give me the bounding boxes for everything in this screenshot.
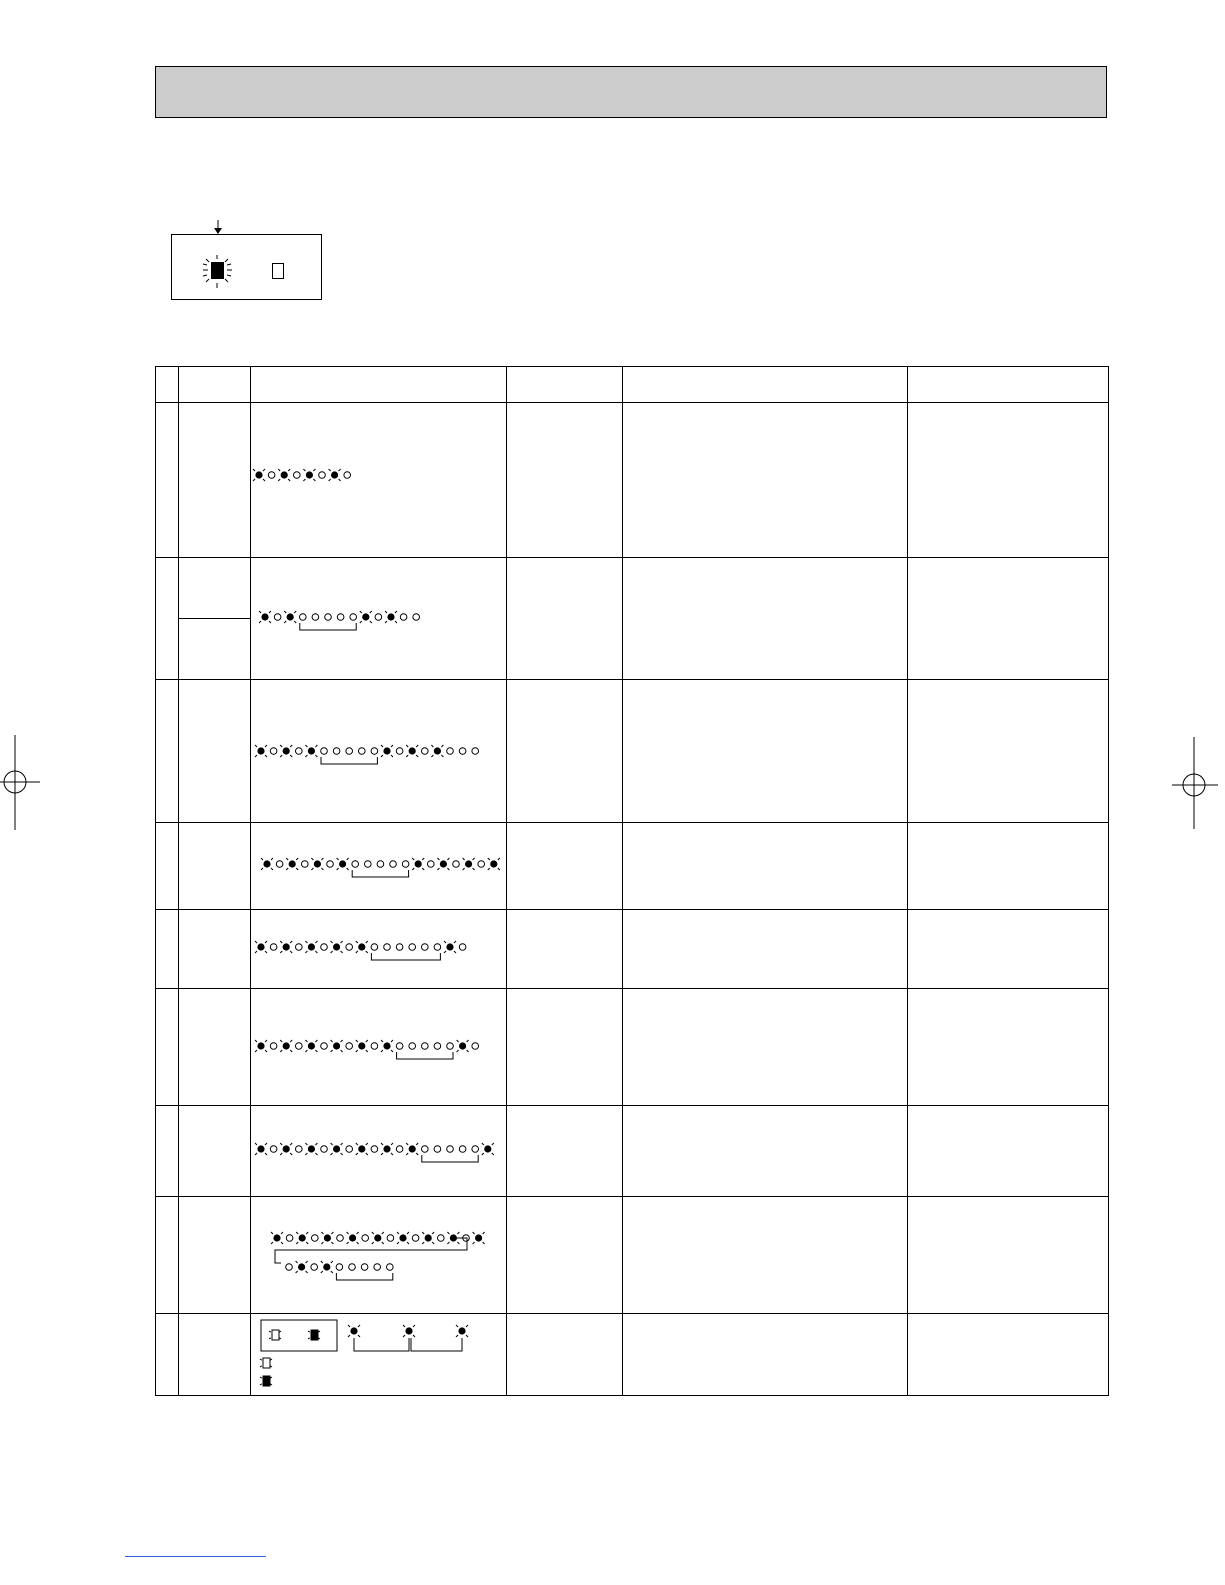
unlit-lamp-icon <box>434 944 441 951</box>
unlit-lamp-icon <box>400 614 407 621</box>
unlit-lamp-icon <box>361 1264 368 1271</box>
blinking-lamp-icon <box>280 1040 292 1052</box>
blink-pattern-cell <box>251 1314 507 1396</box>
table-cell <box>179 680 251 823</box>
error-code-table <box>155 366 1109 1396</box>
table-cell <box>179 1197 251 1314</box>
unlit-lamp-icon <box>459 944 466 951</box>
blinking-lamp-icon <box>303 469 315 481</box>
blinking-lamp-icon <box>356 1143 368 1155</box>
unlit-lamp-icon <box>268 472 275 479</box>
table-row <box>156 1197 1109 1314</box>
blinking-lamp-icon <box>431 745 443 757</box>
unlit-lamp-icon <box>409 944 416 951</box>
blink-pattern-cell <box>251 1197 507 1314</box>
blinking-lamp-icon <box>253 469 265 481</box>
blinking-lamp-icon <box>255 745 267 757</box>
blink-pattern-icon <box>251 989 507 1106</box>
blinking-lamp-icon <box>463 858 475 870</box>
unlit-lamp-icon <box>333 748 340 755</box>
blink-pattern-cell <box>251 910 507 989</box>
table-cell <box>507 1106 623 1197</box>
unlit-lamp-icon <box>319 472 326 479</box>
table-cell <box>908 989 1109 1106</box>
unlit-lamp-icon <box>447 1043 454 1050</box>
blink-pattern-icon <box>251 1106 507 1197</box>
blinking-lamp-icon <box>255 1143 267 1155</box>
table-cell <box>623 558 908 680</box>
blinking-lamp-icon <box>305 1040 317 1052</box>
blinking-lamp-icon <box>422 1232 434 1244</box>
blinking-lamp-icon <box>305 941 317 953</box>
unlit-lamp-icon <box>359 748 366 755</box>
unlit-lamp-icon <box>387 1235 394 1242</box>
crop-mark-left-icon <box>0 735 40 830</box>
table-cell <box>623 403 908 558</box>
blinking-lamp-icon <box>305 1143 317 1155</box>
unlit-lamp-icon <box>453 861 460 868</box>
unlit-lamp-icon <box>321 748 328 755</box>
table-cell <box>507 1197 623 1314</box>
blinking-lamp-icon <box>381 1040 393 1052</box>
unlit-lamp-icon <box>294 472 301 479</box>
header-cell <box>507 367 623 403</box>
table-cell <box>908 823 1109 910</box>
unlit-lamp-icon <box>413 614 420 621</box>
blinking-lamp-icon <box>271 1232 283 1244</box>
unlit-lamp-icon <box>260 1358 272 1368</box>
blinking-lamp-icon <box>347 1232 359 1244</box>
table-cell <box>623 1106 908 1197</box>
unlit-lamp-icon <box>422 944 429 951</box>
interval-bracket <box>336 1273 392 1280</box>
table-cell <box>179 403 251 558</box>
unlit-lamp-icon <box>300 614 307 621</box>
table-row <box>156 1106 1109 1197</box>
table-row <box>156 910 1109 989</box>
blinking-lamp-icon <box>286 858 298 870</box>
lit-lamp-icon <box>308 1330 320 1340</box>
unlit-lamp-icon <box>459 1146 466 1153</box>
blinking-lamp-icon <box>305 745 317 757</box>
unlit-lamp-icon <box>336 1264 343 1271</box>
unlit-lamp-icon <box>346 748 353 755</box>
blink-pattern-cell <box>251 1106 507 1197</box>
unlit-lamp-icon <box>428 861 435 868</box>
blinking-lamp-icon <box>381 745 393 757</box>
blinking-lamp-icon <box>331 941 343 953</box>
blinking-lamp-icon <box>482 1143 494 1155</box>
blinking-lamp-icon <box>321 1261 333 1273</box>
unlit-lamp-icon <box>387 1264 394 1271</box>
unlit-lamp-icon <box>337 614 344 621</box>
unlit-lamp-icon <box>438 1235 445 1242</box>
blink-pattern-cell <box>251 823 507 910</box>
unlit-lamp-icon <box>478 861 485 868</box>
unlit-lamp-icon <box>412 1235 419 1242</box>
unlit-lamp-icon <box>346 1146 353 1153</box>
unlit-lamp-icon <box>312 614 319 621</box>
unlit-lamp-icon <box>396 944 403 951</box>
unlit-lamp-icon <box>337 1235 344 1242</box>
blinking-lamp-icon <box>385 611 397 623</box>
blinking-lamp-icon <box>255 1040 267 1052</box>
unlit-lamp-icon <box>296 748 303 755</box>
table-cell <box>156 910 179 989</box>
unlit-lamp-icon <box>350 614 357 621</box>
blinking-lamp-icon <box>311 858 323 870</box>
unlit-lamp-icon <box>422 748 429 755</box>
unlit-lamp-icon <box>396 1146 403 1153</box>
unlit-lamp-icon <box>447 1146 454 1153</box>
blinking-lamp-icon <box>412 858 424 870</box>
blink-pattern-cell <box>251 989 507 1106</box>
header-cell <box>908 367 1109 403</box>
unlit-lamp-icon <box>270 1043 277 1050</box>
blinking-lamp-icon <box>397 1232 409 1244</box>
unlit-lamp-icon <box>311 1264 318 1271</box>
unlit-lamp-icon <box>434 1146 441 1153</box>
unlit-lamp-icon <box>270 748 277 755</box>
header-cell <box>251 367 507 403</box>
table-cell <box>179 1106 251 1197</box>
blinking-lamp-icon <box>280 1143 292 1155</box>
unlit-lamp-icon <box>365 861 372 868</box>
table-cell <box>507 823 623 910</box>
unlit-lamp-icon <box>472 1043 479 1050</box>
header-cell <box>156 367 179 403</box>
blink-pattern-icon <box>251 680 507 823</box>
unlit-lamp-icon <box>274 614 281 621</box>
blinking-lamp-icon <box>280 941 292 953</box>
table-cell <box>623 989 908 1106</box>
unlit-lamp-icon <box>346 1043 353 1050</box>
blinking-lamp-icon <box>457 1040 469 1052</box>
blinking-lamp-icon <box>456 1325 468 1337</box>
blink-pattern-cell <box>251 680 507 823</box>
unlit-lamp-icon <box>422 1043 429 1050</box>
table-cell <box>179 558 251 680</box>
blink-pattern-cell <box>251 558 507 680</box>
blink-pattern-icon <box>251 558 507 680</box>
table-cell <box>179 823 251 910</box>
unlit-lamp-icon <box>459 748 466 755</box>
table-cell <box>908 558 1109 680</box>
unlit-lamp-icon <box>371 748 378 755</box>
interval-bracket <box>397 1052 453 1059</box>
cell-divider <box>179 618 250 619</box>
interval-bracket <box>371 953 440 960</box>
unlit-lamp-icon <box>375 614 382 621</box>
unlit-lamp-icon <box>374 1264 381 1271</box>
unlit-lamp-icon <box>321 944 328 951</box>
unlit-lamp-icon <box>346 944 353 951</box>
blinking-lamp-icon <box>372 1232 384 1244</box>
unlit-lamp-icon <box>286 1235 293 1242</box>
table-cell <box>623 1314 908 1396</box>
blinking-lamp-icon <box>331 1143 343 1155</box>
blinking-lamp-icon <box>329 469 341 481</box>
table-cell <box>179 989 251 1106</box>
unlit-lamp-icon <box>327 861 334 868</box>
table-cell <box>156 1106 179 1197</box>
lamp-legend-icon <box>251 1314 507 1396</box>
table-cell <box>179 910 251 989</box>
table-cell <box>156 403 179 558</box>
blinking-lamp-icon <box>284 611 296 623</box>
table-cell <box>156 1314 179 1396</box>
blinking-lamp-icon <box>488 858 500 870</box>
table-cell <box>623 1197 908 1314</box>
unlit-lamp-icon <box>344 472 351 479</box>
blink-pattern-icon <box>251 1197 507 1314</box>
unlit-lamp-icon <box>371 1146 378 1153</box>
blinking-lamp-icon <box>211 262 224 279</box>
table-row <box>156 680 1109 823</box>
table-cell <box>507 403 623 558</box>
table-cell <box>908 1197 1109 1314</box>
blink-pattern-icon <box>251 403 507 558</box>
table-cell <box>156 989 179 1106</box>
table-cell <box>908 403 1109 558</box>
blinking-lamp-icon <box>255 941 267 953</box>
interval-bracket <box>300 623 356 630</box>
unlit-lamp-icon <box>276 861 283 868</box>
table-cell <box>156 680 179 823</box>
unlit-lamp-icon <box>402 861 409 868</box>
unlit-lamp-icon <box>321 1146 328 1153</box>
unlit-lamp-icon <box>447 748 454 755</box>
table-cell <box>908 1314 1109 1396</box>
blinking-lamp-icon <box>356 1040 368 1052</box>
unlit-lamp-icon <box>352 861 359 868</box>
table-cell <box>507 989 623 1106</box>
blinking-lamp-icon <box>337 858 349 870</box>
unlit-lamp-icon <box>422 1146 429 1153</box>
blinking-lamp-icon <box>406 745 418 757</box>
lit-lamp-icon <box>260 1376 272 1386</box>
blinking-lamp-icon <box>261 858 273 870</box>
table-cell <box>156 1197 179 1314</box>
unlit-lamp-icon <box>390 861 397 868</box>
unlit-lamp-icon <box>302 861 309 868</box>
unlit-lamp-icon <box>396 1043 403 1050</box>
blinking-lamp-icon <box>331 1040 343 1052</box>
blinking-lamp-icon <box>473 1232 485 1244</box>
header-cell <box>623 367 908 403</box>
continuation-bracket <box>275 1238 467 1263</box>
blinking-lamp-icon <box>381 1143 393 1155</box>
link-underline <box>125 1556 266 1557</box>
blinking-lamp-icon <box>280 745 292 757</box>
unlit-lamp-icon <box>377 861 384 868</box>
blinking-lamp-icon <box>360 611 372 623</box>
table-cell <box>507 910 623 989</box>
unlit-lamp-icon <box>384 944 391 951</box>
interval-bracket <box>354 1338 462 1351</box>
blinking-lamp-icon <box>278 469 290 481</box>
header-cell <box>179 367 251 403</box>
blink-pattern-cell <box>251 403 507 558</box>
table-cell <box>623 680 908 823</box>
unlit-lamp-icon <box>286 1264 293 1271</box>
table-cell <box>179 1314 251 1396</box>
table-row <box>156 989 1109 1106</box>
table-row <box>156 403 1109 558</box>
unlit-lamp-icon <box>296 1043 303 1050</box>
blinking-lamp-icon <box>348 1325 360 1337</box>
unlit-lamp-icon <box>396 748 403 755</box>
table-row <box>156 823 1109 910</box>
blinking-lamp-icon <box>321 1232 333 1244</box>
interval-bracket <box>422 1155 478 1162</box>
table-row <box>156 1314 1109 1396</box>
blinking-lamp-icon <box>356 941 368 953</box>
blinking-lamp-icon <box>296 1261 308 1273</box>
unlit-lamp-icon <box>434 1043 441 1050</box>
crop-mark-right-icon <box>1170 737 1220 829</box>
unlit-lamp-icon <box>472 1146 479 1153</box>
unlit-lamp-icon <box>270 944 277 951</box>
blinking-lamp-icon <box>259 611 271 623</box>
unlit-lamp-icon <box>349 1264 356 1271</box>
unlit-lamp-icon <box>321 1043 328 1050</box>
table-cell <box>908 1106 1109 1197</box>
table-header-row <box>156 367 1109 403</box>
table-cell <box>908 680 1109 823</box>
interval-bracket <box>352 870 408 877</box>
blinking-lamp-icon <box>437 858 449 870</box>
table-row <box>156 558 1109 680</box>
blinking-lamp-icon <box>403 1325 415 1337</box>
unlit-lamp-icon <box>362 1235 369 1242</box>
table-cell <box>156 558 179 680</box>
table-cell <box>908 910 1109 989</box>
table-cell <box>156 823 179 910</box>
table-cell <box>507 558 623 680</box>
unlit-lamp-icon <box>371 1043 378 1050</box>
unlit-lamp-icon <box>472 748 479 755</box>
unlit-lamp-icon <box>409 1043 416 1050</box>
off-lamp-icon <box>272 263 284 279</box>
table-cell <box>623 910 908 989</box>
blinking-lamp-icon <box>444 941 456 953</box>
table-cell <box>507 680 623 823</box>
blinking-lamp-icon <box>296 1232 308 1244</box>
indicator-panel <box>171 234 322 300</box>
table-cell <box>623 823 908 910</box>
blinking-lamp-icon <box>406 1143 418 1155</box>
blink-pattern-icon <box>251 910 507 989</box>
unlit-lamp-icon <box>371 944 378 951</box>
unlit-lamp-icon <box>312 1235 319 1242</box>
unlit-lamp-icon <box>325 614 332 621</box>
table-cell <box>507 1314 623 1396</box>
unlit-lamp-icon <box>270 1146 277 1153</box>
unlit-lamp-icon <box>296 944 303 951</box>
interval-bracket <box>321 757 377 764</box>
unlit-lamp-icon <box>269 1330 281 1340</box>
blink-pattern-icon <box>251 823 507 910</box>
unlit-lamp-icon <box>296 1146 303 1153</box>
